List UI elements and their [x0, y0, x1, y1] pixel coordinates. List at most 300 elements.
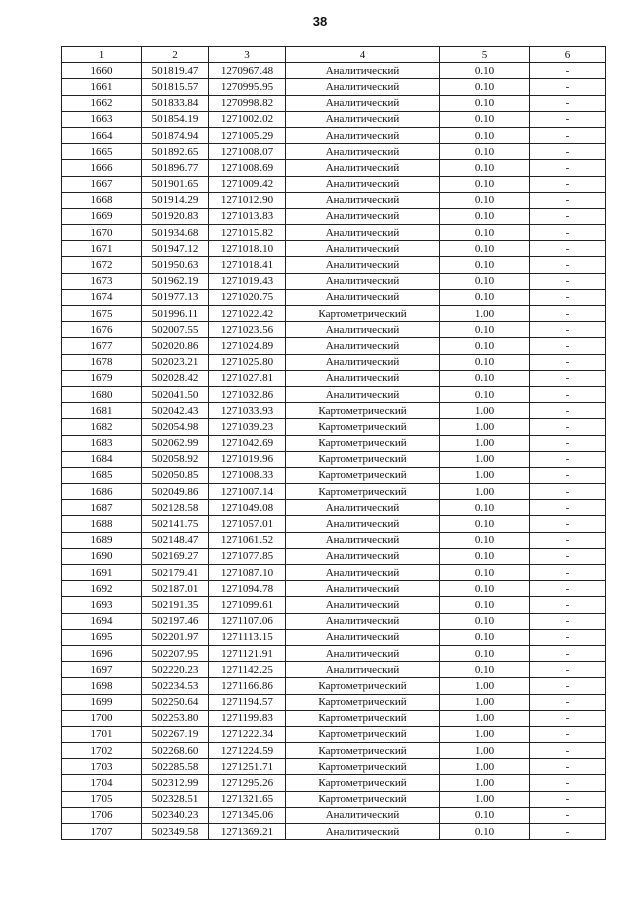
accuracy-cell: 1.00 — [440, 419, 530, 435]
point-number-cell: 1681 — [62, 403, 142, 419]
method-cell: Аналитический — [286, 273, 440, 289]
table-row — [62, 354, 606, 370]
method-cell: Аналитический — [286, 160, 440, 176]
x-coordinate-cell: 502285.58 — [142, 759, 209, 775]
description-cell: - — [530, 370, 606, 386]
y-coordinate-cell: 1271057.01 — [209, 516, 286, 532]
description-cell: - — [530, 743, 606, 759]
table-row — [62, 241, 606, 257]
table-row — [62, 710, 606, 726]
accuracy-cell: 1.00 — [440, 759, 530, 775]
table-row — [62, 370, 606, 386]
y-coordinate-cell: 1271025.80 — [209, 354, 286, 370]
description-cell: - — [530, 500, 606, 516]
accuracy-cell: 1.00 — [440, 726, 530, 742]
y-coordinate-cell: 1271023.56 — [209, 322, 286, 338]
method-cell: Аналитический — [286, 111, 440, 127]
y-coordinate-cell: 1271295.26 — [209, 775, 286, 791]
method-cell: Аналитический — [286, 257, 440, 273]
description-cell: - — [530, 791, 606, 807]
description-cell: - — [530, 176, 606, 192]
method-cell: Картометрический — [286, 726, 440, 742]
point-number-cell: 1700 — [62, 710, 142, 726]
point-number-cell: 1694 — [62, 613, 142, 629]
y-coordinate-cell: 1271007.14 — [209, 484, 286, 500]
description-cell: - — [530, 775, 606, 791]
method-cell: Аналитический — [286, 241, 440, 257]
x-coordinate-cell: 502028.42 — [142, 370, 209, 386]
point-number-cell: 1698 — [62, 678, 142, 694]
accuracy-cell: 1.00 — [440, 403, 530, 419]
y-coordinate-cell: 1271194.57 — [209, 694, 286, 710]
method-cell: Картометрический — [286, 419, 440, 435]
accuracy-cell: 0.10 — [440, 597, 530, 613]
x-coordinate-cell: 501934.68 — [142, 225, 209, 241]
method-cell: Аналитический — [286, 127, 440, 143]
table-row — [62, 807, 606, 823]
description-cell: - — [530, 645, 606, 661]
x-coordinate-cell: 502058.92 — [142, 451, 209, 467]
table-row — [62, 775, 606, 791]
table-row — [62, 225, 606, 241]
table-row — [62, 532, 606, 548]
accuracy-cell: 0.10 — [440, 95, 530, 111]
x-coordinate-cell: 502328.51 — [142, 791, 209, 807]
accuracy-cell: 0.10 — [440, 338, 530, 354]
table-row — [62, 645, 606, 661]
x-coordinate-cell: 502312.99 — [142, 775, 209, 791]
method-cell: Аналитический — [286, 516, 440, 532]
x-coordinate-cell: 502128.58 — [142, 500, 209, 516]
point-number-cell: 1701 — [62, 726, 142, 742]
accuracy-cell: 0.10 — [440, 208, 530, 224]
point-number-cell: 1693 — [62, 597, 142, 613]
x-coordinate-cell: 502042.43 — [142, 403, 209, 419]
y-coordinate-cell: 1271015.82 — [209, 225, 286, 241]
y-coordinate-cell: 1271005.29 — [209, 127, 286, 143]
accuracy-cell: 0.10 — [440, 273, 530, 289]
column-header-description: 6 — [530, 47, 606, 63]
method-cell: Картометрический — [286, 743, 440, 759]
accuracy-cell: 1.00 — [440, 306, 530, 322]
method-cell: Аналитический — [286, 338, 440, 354]
table-row — [62, 403, 606, 419]
description-cell: - — [530, 127, 606, 143]
description-cell: - — [530, 581, 606, 597]
table-row — [62, 678, 606, 694]
method-cell: Аналитический — [286, 225, 440, 241]
header-row — [62, 47, 606, 63]
x-coordinate-cell: 501901.65 — [142, 176, 209, 192]
x-coordinate-cell: 501815.57 — [142, 79, 209, 95]
method-cell: Картометрический — [286, 791, 440, 807]
description-cell: - — [530, 111, 606, 127]
description-cell: - — [530, 144, 606, 160]
accuracy-cell: 0.10 — [440, 662, 530, 678]
method-cell: Картометрический — [286, 403, 440, 419]
x-coordinate-cell: 502049.86 — [142, 484, 209, 500]
column-header-y: 3 — [209, 47, 286, 63]
description-cell: - — [530, 354, 606, 370]
y-coordinate-cell: 1271199.83 — [209, 710, 286, 726]
table-row — [62, 565, 606, 581]
column-header-x: 2 — [142, 47, 209, 63]
accuracy-cell: 1.00 — [440, 710, 530, 726]
x-coordinate-cell: 502207.95 — [142, 645, 209, 661]
table-row — [62, 613, 606, 629]
accuracy-cell: 0.10 — [440, 257, 530, 273]
accuracy-cell: 0.10 — [440, 824, 530, 840]
x-coordinate-cell: 501874.94 — [142, 127, 209, 143]
method-cell: Аналитический — [286, 500, 440, 516]
table-row — [62, 484, 606, 500]
x-coordinate-cell: 502179.41 — [142, 565, 209, 581]
y-coordinate-cell: 1271020.75 — [209, 289, 286, 305]
accuracy-cell: 0.10 — [440, 79, 530, 95]
x-coordinate-cell: 501947.12 — [142, 241, 209, 257]
description-cell: - — [530, 548, 606, 564]
point-number-cell: 1664 — [62, 127, 142, 143]
method-cell: Аналитический — [286, 79, 440, 95]
point-number-cell: 1697 — [62, 662, 142, 678]
accuracy-cell: 0.10 — [440, 160, 530, 176]
x-coordinate-cell: 502201.97 — [142, 629, 209, 645]
accuracy-cell: 0.10 — [440, 127, 530, 143]
description-cell: - — [530, 759, 606, 775]
description-cell: - — [530, 338, 606, 354]
y-coordinate-cell: 1271087.10 — [209, 565, 286, 581]
x-coordinate-cell: 501977.13 — [142, 289, 209, 305]
method-cell: Аналитический — [286, 532, 440, 548]
y-coordinate-cell: 1271024.89 — [209, 338, 286, 354]
x-coordinate-cell: 502041.50 — [142, 386, 209, 402]
table-row — [62, 824, 606, 840]
table-row — [62, 111, 606, 127]
y-coordinate-cell: 1271113.15 — [209, 629, 286, 645]
y-coordinate-cell: 1271077.85 — [209, 548, 286, 564]
table-row — [62, 548, 606, 564]
method-cell: Аналитический — [286, 824, 440, 840]
point-number-cell: 1696 — [62, 645, 142, 661]
description-cell: - — [530, 467, 606, 483]
method-cell: Аналитический — [286, 597, 440, 613]
page-number: 38 — [312, 14, 328, 29]
method-cell: Картометрический — [286, 710, 440, 726]
y-coordinate-cell: 1271222.34 — [209, 726, 286, 742]
method-cell: Аналитический — [286, 63, 440, 79]
x-coordinate-cell: 502349.58 — [142, 824, 209, 840]
table-row — [62, 726, 606, 742]
accuracy-cell: 1.00 — [440, 484, 530, 500]
table-row — [62, 435, 606, 451]
point-number-cell: 1682 — [62, 419, 142, 435]
accuracy-cell: 0.10 — [440, 548, 530, 564]
description-cell: - — [530, 516, 606, 532]
description-cell: - — [530, 208, 606, 224]
point-number-cell: 1707 — [62, 824, 142, 840]
description-cell: - — [530, 694, 606, 710]
y-coordinate-cell: 1271094.78 — [209, 581, 286, 597]
accuracy-cell: 0.10 — [440, 111, 530, 127]
point-number-cell: 1671 — [62, 241, 142, 257]
y-coordinate-cell: 1270998.82 — [209, 95, 286, 111]
accuracy-cell: 0.10 — [440, 225, 530, 241]
table-row — [62, 597, 606, 613]
x-coordinate-cell: 502062.99 — [142, 435, 209, 451]
method-cell: Аналитический — [286, 322, 440, 338]
x-coordinate-cell: 501896.77 — [142, 160, 209, 176]
description-cell: - — [530, 386, 606, 402]
table-row — [62, 322, 606, 338]
method-cell: Аналитический — [286, 176, 440, 192]
accuracy-cell: 0.10 — [440, 613, 530, 629]
point-number-cell: 1665 — [62, 144, 142, 160]
accuracy-cell: 1.00 — [440, 467, 530, 483]
accuracy-cell: 0.10 — [440, 807, 530, 823]
point-number-cell: 1684 — [62, 451, 142, 467]
coordinates-table — [61, 46, 606, 840]
accuracy-cell: 0.10 — [440, 581, 530, 597]
method-cell: Картометрический — [286, 775, 440, 791]
accuracy-cell: 0.10 — [440, 516, 530, 532]
accuracy-cell: 1.00 — [440, 775, 530, 791]
point-number-cell: 1678 — [62, 354, 142, 370]
description-cell: - — [530, 322, 606, 338]
x-coordinate-cell: 501920.83 — [142, 208, 209, 224]
table-row — [62, 176, 606, 192]
method-cell: Аналитический — [286, 662, 440, 678]
description-cell: - — [530, 678, 606, 694]
table-row — [62, 500, 606, 516]
accuracy-cell: 1.00 — [440, 435, 530, 451]
description-cell: - — [530, 160, 606, 176]
y-coordinate-cell: 1271042.69 — [209, 435, 286, 451]
x-coordinate-cell: 502250.64 — [142, 694, 209, 710]
point-number-cell: 1663 — [62, 111, 142, 127]
point-number-cell: 1683 — [62, 435, 142, 451]
y-coordinate-cell: 1271321.65 — [209, 791, 286, 807]
x-coordinate-cell: 502141.75 — [142, 516, 209, 532]
accuracy-cell: 0.10 — [440, 645, 530, 661]
table-row — [62, 208, 606, 224]
method-cell: Аналитический — [286, 645, 440, 661]
y-coordinate-cell: 1271369.21 — [209, 824, 286, 840]
point-number-cell: 1666 — [62, 160, 142, 176]
point-number-cell: 1673 — [62, 273, 142, 289]
y-coordinate-cell: 1271022.42 — [209, 306, 286, 322]
y-coordinate-cell: 1271224.59 — [209, 743, 286, 759]
point-number-cell: 1699 — [62, 694, 142, 710]
point-number-cell: 1689 — [62, 532, 142, 548]
x-coordinate-cell: 501854.19 — [142, 111, 209, 127]
accuracy-cell: 0.10 — [440, 322, 530, 338]
table-row — [62, 581, 606, 597]
x-coordinate-cell: 501962.19 — [142, 273, 209, 289]
description-cell: - — [530, 419, 606, 435]
method-cell: Картометрический — [286, 451, 440, 467]
table-row — [62, 127, 606, 143]
y-coordinate-cell: 1270967.48 — [209, 63, 286, 79]
method-cell: Аналитический — [286, 613, 440, 629]
method-cell: Аналитический — [286, 144, 440, 160]
point-number-cell: 1706 — [62, 807, 142, 823]
x-coordinate-cell: 501833.84 — [142, 95, 209, 111]
y-coordinate-cell: 1271018.41 — [209, 257, 286, 273]
accuracy-cell: 0.10 — [440, 370, 530, 386]
accuracy-cell: 1.00 — [440, 743, 530, 759]
x-coordinate-cell: 501996.11 — [142, 306, 209, 322]
point-number-cell: 1668 — [62, 192, 142, 208]
x-coordinate-cell: 502050.85 — [142, 467, 209, 483]
y-coordinate-cell: 1271251.71 — [209, 759, 286, 775]
y-coordinate-cell: 1271345.06 — [209, 807, 286, 823]
point-number-cell: 1662 — [62, 95, 142, 111]
accuracy-cell: 0.10 — [440, 144, 530, 160]
point-number-cell: 1705 — [62, 791, 142, 807]
accuracy-cell: 1.00 — [440, 678, 530, 694]
method-cell: Аналитический — [286, 95, 440, 111]
accuracy-cell: 0.10 — [440, 192, 530, 208]
accuracy-cell: 1.00 — [440, 694, 530, 710]
table-row — [62, 419, 606, 435]
x-coordinate-cell: 502007.55 — [142, 322, 209, 338]
point-number-cell: 1687 — [62, 500, 142, 516]
point-number-cell: 1677 — [62, 338, 142, 354]
description-cell: - — [530, 306, 606, 322]
y-coordinate-cell: 1271033.93 — [209, 403, 286, 419]
x-coordinate-cell: 502023.21 — [142, 354, 209, 370]
point-number-cell: 1679 — [62, 370, 142, 386]
y-coordinate-cell: 1271008.33 — [209, 467, 286, 483]
method-cell: Аналитический — [286, 807, 440, 823]
table-row — [62, 273, 606, 289]
x-coordinate-cell: 501950.63 — [142, 257, 209, 273]
table-body — [62, 63, 606, 840]
point-number-cell: 1686 — [62, 484, 142, 500]
table-row — [62, 662, 606, 678]
table-row — [62, 257, 606, 273]
description-cell: - — [530, 403, 606, 419]
table-row — [62, 63, 606, 79]
accuracy-cell: 0.10 — [440, 565, 530, 581]
description-cell: - — [530, 710, 606, 726]
method-cell: Картометрический — [286, 759, 440, 775]
y-coordinate-cell: 1271009.42 — [209, 176, 286, 192]
accuracy-cell: 0.10 — [440, 500, 530, 516]
method-cell: Аналитический — [286, 354, 440, 370]
x-coordinate-cell: 502220.23 — [142, 662, 209, 678]
x-coordinate-cell: 501914.29 — [142, 192, 209, 208]
point-number-cell: 1704 — [62, 775, 142, 791]
y-coordinate-cell: 1271142.25 — [209, 662, 286, 678]
accuracy-cell: 0.10 — [440, 176, 530, 192]
column-header-point-number: 1 — [62, 47, 142, 63]
point-number-cell: 1690 — [62, 548, 142, 564]
accuracy-cell: 0.10 — [440, 354, 530, 370]
description-cell: - — [530, 241, 606, 257]
accuracy-cell: 1.00 — [440, 791, 530, 807]
description-cell: - — [530, 63, 606, 79]
description-cell: - — [530, 824, 606, 840]
description-cell: - — [530, 192, 606, 208]
description-cell: - — [530, 225, 606, 241]
table-row — [62, 160, 606, 176]
x-coordinate-cell: 502267.19 — [142, 726, 209, 742]
y-coordinate-cell: 1271061.52 — [209, 532, 286, 548]
x-coordinate-cell: 502169.27 — [142, 548, 209, 564]
y-coordinate-cell: 1271121.91 — [209, 645, 286, 661]
y-coordinate-cell: 1271166.86 — [209, 678, 286, 694]
point-number-cell: 1670 — [62, 225, 142, 241]
point-number-cell: 1685 — [62, 467, 142, 483]
point-number-cell: 1667 — [62, 176, 142, 192]
x-coordinate-cell: 502054.98 — [142, 419, 209, 435]
x-coordinate-cell: 502197.46 — [142, 613, 209, 629]
method-cell: Картометрический — [286, 306, 440, 322]
point-number-cell: 1680 — [62, 386, 142, 402]
description-cell: - — [530, 629, 606, 645]
y-coordinate-cell: 1271013.83 — [209, 208, 286, 224]
table-row — [62, 743, 606, 759]
table-row — [62, 451, 606, 467]
y-coordinate-cell: 1271032.86 — [209, 386, 286, 402]
description-cell: - — [530, 484, 606, 500]
x-coordinate-cell: 502187.01 — [142, 581, 209, 597]
y-coordinate-cell: 1271049.08 — [209, 500, 286, 516]
accuracy-cell: 0.10 — [440, 532, 530, 548]
table-row — [62, 791, 606, 807]
description-cell: - — [530, 726, 606, 742]
description-cell: - — [530, 451, 606, 467]
description-cell: - — [530, 79, 606, 95]
point-number-cell: 1669 — [62, 208, 142, 224]
accuracy-cell: 0.10 — [440, 629, 530, 645]
method-cell: Аналитический — [286, 629, 440, 645]
table-row — [62, 629, 606, 645]
x-coordinate-cell: 502340.23 — [142, 807, 209, 823]
table-row — [62, 338, 606, 354]
accuracy-cell: 0.10 — [440, 63, 530, 79]
point-number-cell: 1691 — [62, 565, 142, 581]
method-cell: Аналитический — [286, 192, 440, 208]
description-cell: - — [530, 807, 606, 823]
x-coordinate-cell: 501819.47 — [142, 63, 209, 79]
y-coordinate-cell: 1271008.69 — [209, 160, 286, 176]
column-header-accuracy: 5 — [440, 47, 530, 63]
y-coordinate-cell: 1271027.81 — [209, 370, 286, 386]
x-coordinate-cell: 502234.53 — [142, 678, 209, 694]
y-coordinate-cell: 1271039.23 — [209, 419, 286, 435]
description-cell: - — [530, 597, 606, 613]
table-row — [62, 306, 606, 322]
description-cell: - — [530, 257, 606, 273]
description-cell: - — [530, 662, 606, 678]
table-header — [62, 47, 606, 63]
method-cell: Картометрический — [286, 694, 440, 710]
y-coordinate-cell: 1271019.43 — [209, 273, 286, 289]
y-coordinate-cell: 1271008.07 — [209, 144, 286, 160]
table-row — [62, 144, 606, 160]
description-cell: - — [530, 289, 606, 305]
table-row — [62, 759, 606, 775]
method-cell: Аналитический — [286, 386, 440, 402]
method-cell: Картометрический — [286, 678, 440, 694]
method-cell: Аналитический — [286, 548, 440, 564]
column-header-method: 4 — [286, 47, 440, 63]
table-row — [62, 192, 606, 208]
accuracy-cell: 0.10 — [440, 386, 530, 402]
y-coordinate-cell: 1271107.06 — [209, 613, 286, 629]
